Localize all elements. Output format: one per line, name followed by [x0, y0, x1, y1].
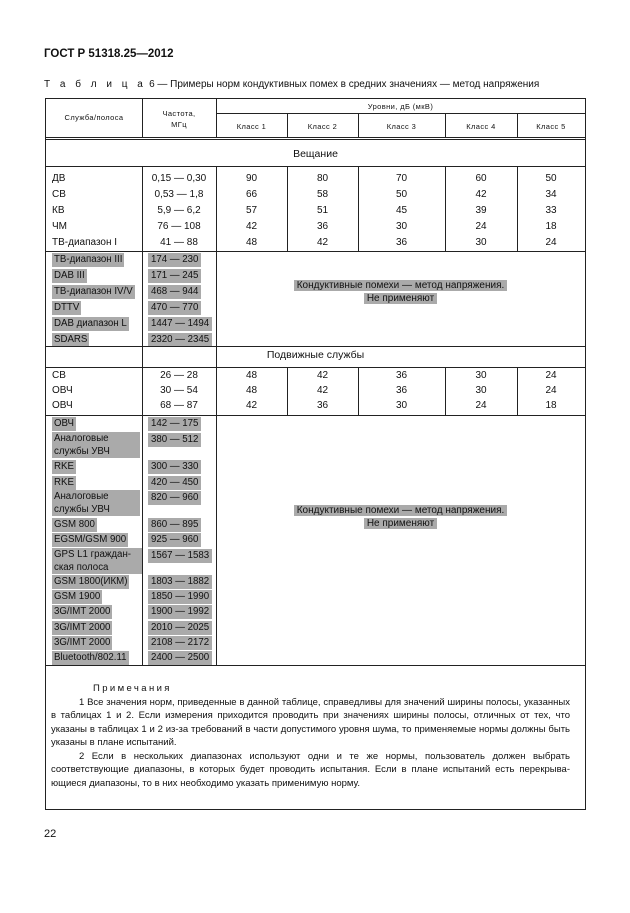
- col-header-class-4: Класс 4: [466, 122, 496, 131]
- service-cell: 3G/IMT 2000: [54, 622, 111, 633]
- table-row: [46, 171, 585, 188]
- service-cell: ОВЧ: [52, 385, 73, 396]
- frequency-cell: 860 — 895: [148, 518, 201, 532]
- service-cell: Аналоговые службы УВЧ: [52, 490, 140, 516]
- frequency-cell: 2320 — 2345: [148, 333, 212, 347]
- list-item: [52, 490, 210, 515]
- frequency-cell: 470 — 770: [148, 301, 201, 315]
- page-number: 22: [44, 828, 57, 840]
- frequency-cell: 468 — 944: [148, 285, 201, 299]
- note-1: 1 Все значения норм, приведенные в данной таблице, справедливы для значений ширины полосы, указанных в таблицах 1 и 2. Если измерения приходится проводить при значениях ширины полосы, отличных от тех, что указаны в таблицах 1 и 2 из-за требований в части допустимого уровня шума, то применяемые нормы должны быть указаны в плане испытаний.: [51, 697, 570, 748]
- class3-cell: 45: [395, 205, 408, 216]
- class4-cell: 24: [475, 221, 487, 232]
- class2-cell: 58: [316, 189, 329, 200]
- section-broadcast: Вещание: [293, 148, 338, 160]
- service-cell: ОВЧ: [52, 400, 73, 411]
- table-caption: [44, 79, 539, 90]
- service-cell: DAB диапазон L: [54, 318, 127, 329]
- not-applicable-note: [216, 279, 585, 305]
- frequency-cell: 820 — 960: [148, 491, 201, 505]
- service-cell: Bluetooth/802.11: [54, 652, 127, 663]
- frequency-cell: 5,9 — 6,2: [157, 205, 201, 216]
- frequency-cell: 2400 — 2500: [148, 651, 212, 665]
- frequency-cell: 1850 — 1990: [148, 590, 212, 604]
- list-item: [52, 268, 210, 284]
- class5-cell: 18: [545, 400, 557, 411]
- service-cell: ТВ-диапазон I: [52, 237, 118, 248]
- class3-cell: 50: [395, 189, 408, 200]
- table-row: [46, 187, 585, 204]
- class3-cell: 70: [395, 173, 408, 184]
- frequency-cell: 1447 — 1494: [148, 317, 212, 331]
- col-header-class-2: Класс 2: [307, 122, 338, 131]
- service-cell: EGSM/GSM 900: [54, 534, 127, 545]
- col-header-levels: Уровни, дБ (мкВ): [367, 102, 434, 111]
- limits-table: [45, 98, 586, 810]
- service-cell: СВ: [52, 370, 66, 381]
- list-item: [52, 574, 210, 590]
- caption-prefix: Т а б л и ц а: [44, 79, 147, 90]
- frequency-cell: 174 — 230: [148, 253, 201, 267]
- list-item: [52, 604, 210, 620]
- class4-cell: 30: [475, 370, 487, 381]
- class2-cell: 42: [316, 370, 329, 381]
- frequency-cell: 2010 — 2025: [148, 621, 212, 635]
- frequency-cell: 76 — 108: [157, 221, 201, 232]
- class1-cell: 42: [245, 221, 258, 232]
- frequency-cell: 1803 — 1882: [148, 575, 212, 589]
- service-cell: ДВ: [52, 173, 66, 184]
- service-cell: КВ: [52, 205, 65, 216]
- frequency-cell: 0,53 — 1,8: [154, 189, 204, 200]
- notes-title: Примечания: [93, 683, 172, 694]
- service-cell: Аналоговые службы УВЧ: [52, 432, 140, 458]
- service-cell: DAB III: [54, 270, 85, 281]
- class3-cell: 36: [395, 385, 408, 396]
- list-item: [52, 300, 210, 316]
- class1-cell: 90: [245, 173, 258, 184]
- document-header: ГОСТ Р 51318.25—2012: [44, 48, 174, 60]
- list-item: [52, 432, 210, 457]
- frequency-cell: 1900 — 1992: [148, 605, 212, 619]
- list-item: [52, 589, 210, 605]
- col-header-service: Служба/полоса: [64, 113, 124, 122]
- class1-cell: 48: [245, 385, 258, 396]
- list-item: [52, 548, 210, 573]
- class4-cell: 42: [475, 189, 487, 200]
- class3-cell: 36: [395, 237, 408, 248]
- class1-cell: 48: [245, 370, 258, 381]
- service-cell: RKE: [54, 461, 74, 472]
- service-cell: ЧМ: [52, 221, 67, 232]
- col-header-class-5: Класс 5: [536, 122, 566, 131]
- class1-cell: 48: [245, 237, 258, 248]
- class3-cell: 36: [395, 370, 408, 381]
- list-item: [52, 650, 210, 666]
- service-cell: 3G/IMT 2000: [54, 606, 111, 617]
- class1-cell: 57: [245, 205, 258, 216]
- frequency-cell: 68 — 87: [160, 400, 198, 411]
- table-row: [46, 219, 585, 236]
- col-header-class-1: Класс 1: [236, 122, 267, 131]
- class5-cell: 34: [545, 189, 557, 200]
- class5-cell: 24: [545, 385, 557, 396]
- frequency-cell: 420 — 450: [148, 476, 201, 490]
- frequency-cell: 142 — 175: [148, 417, 201, 431]
- service-cell: GSM 800: [54, 519, 95, 530]
- frequency-cell: 26 — 28: [160, 370, 198, 381]
- class2-cell: 36: [316, 400, 329, 411]
- list-item: [52, 416, 210, 432]
- list-item: [52, 475, 210, 491]
- table-row: [46, 235, 585, 252]
- class4-cell: 39: [475, 205, 487, 216]
- frequency-cell: 1567 — 1583: [148, 549, 212, 563]
- freq-header-line2: МГц: [171, 120, 187, 129]
- class2-cell: 80: [316, 173, 329, 184]
- list-item: [52, 620, 210, 636]
- frequency-cell: 925 — 960: [148, 533, 201, 547]
- class3-cell: 30: [395, 221, 408, 232]
- class2-cell: 36: [316, 221, 329, 232]
- class4-cell: 30: [475, 385, 487, 396]
- frequency-cell: 2108 — 2172: [148, 636, 212, 650]
- frequency-cell: 300 — 330: [148, 460, 201, 474]
- list-item: [52, 532, 210, 548]
- class5-cell: 24: [545, 237, 557, 248]
- frequency-cell: 41 — 88: [160, 237, 198, 248]
- class2-cell: 51: [316, 205, 329, 216]
- class5-cell: 24: [545, 370, 557, 381]
- class1-cell: 66: [245, 189, 258, 200]
- na-line1: Кондуктивные помехи — метод напряжения.: [294, 505, 508, 516]
- service-cell: ТВ-диапазон III: [54, 254, 123, 265]
- frequency-cell: 380 — 512: [148, 433, 201, 447]
- freq-header-line1: Частота,: [162, 109, 196, 118]
- list-item: [52, 459, 210, 475]
- not-applicable-note: [216, 504, 585, 530]
- list-item: [52, 316, 210, 332]
- table-row: [46, 398, 585, 415]
- frequency-cell: 30 — 54: [160, 385, 198, 396]
- class5-cell: 33: [545, 205, 557, 216]
- class5-cell: 50: [545, 173, 557, 184]
- list-item: [52, 635, 210, 651]
- caption-text: 6 — Примеры норм кондуктивных помех в средних значениях — метод напряжения: [149, 79, 540, 90]
- service-cell: GSM 1800(ИКМ): [54, 576, 128, 587]
- service-cell: GPS L1 граждан-ская полоса: [52, 548, 142, 574]
- frequency-cell: 0,15 — 0,30: [151, 173, 207, 184]
- na-line2: Не применяют: [364, 518, 437, 529]
- service-cell: RKE: [54, 477, 74, 488]
- class3-cell: 30: [395, 400, 408, 411]
- class4-cell: 30: [475, 237, 487, 248]
- service-cell: ТВ-диапазон IV/V: [54, 286, 133, 297]
- service-cell: DTTV: [54, 302, 80, 313]
- frequency-cell: 171 — 245: [148, 269, 201, 283]
- service-cell: 3G/IMT 2000: [54, 637, 111, 648]
- class4-cell: 24: [475, 400, 487, 411]
- service-cell: GSM 1900: [54, 591, 101, 602]
- na-line2: Не применяют: [364, 293, 437, 304]
- class4-cell: 60: [475, 173, 487, 184]
- class2-cell: 42: [316, 237, 329, 248]
- note-2: 2 Если в нескольких диапазонах используют одни и те же нормы, пользователь должен выбрать соответствующие диапазоны, в которых будет проводить испытания. Если в плане испытаний есть перекрыва-ющиеся диапазоны, то в них необходимо указать применимую норму.: [51, 751, 570, 789]
- list-item: [52, 284, 210, 300]
- class1-cell: 42: [245, 400, 258, 411]
- service-cell: СВ: [52, 189, 66, 200]
- service-cell: SDARS: [54, 334, 88, 345]
- service-cell: ОВЧ: [54, 418, 75, 429]
- section-mobile: Подвижные службы: [266, 349, 365, 361]
- list-item: [52, 252, 210, 268]
- class5-cell: 18: [545, 221, 557, 232]
- na-line1: Кондуктивные помехи — метод напряжения.: [294, 280, 508, 291]
- list-item: [52, 517, 210, 533]
- table-row: [46, 203, 585, 220]
- col-header-class-3: Класс 3: [386, 122, 417, 131]
- class2-cell: 42: [316, 385, 329, 396]
- col-header-frequency: [142, 108, 216, 130]
